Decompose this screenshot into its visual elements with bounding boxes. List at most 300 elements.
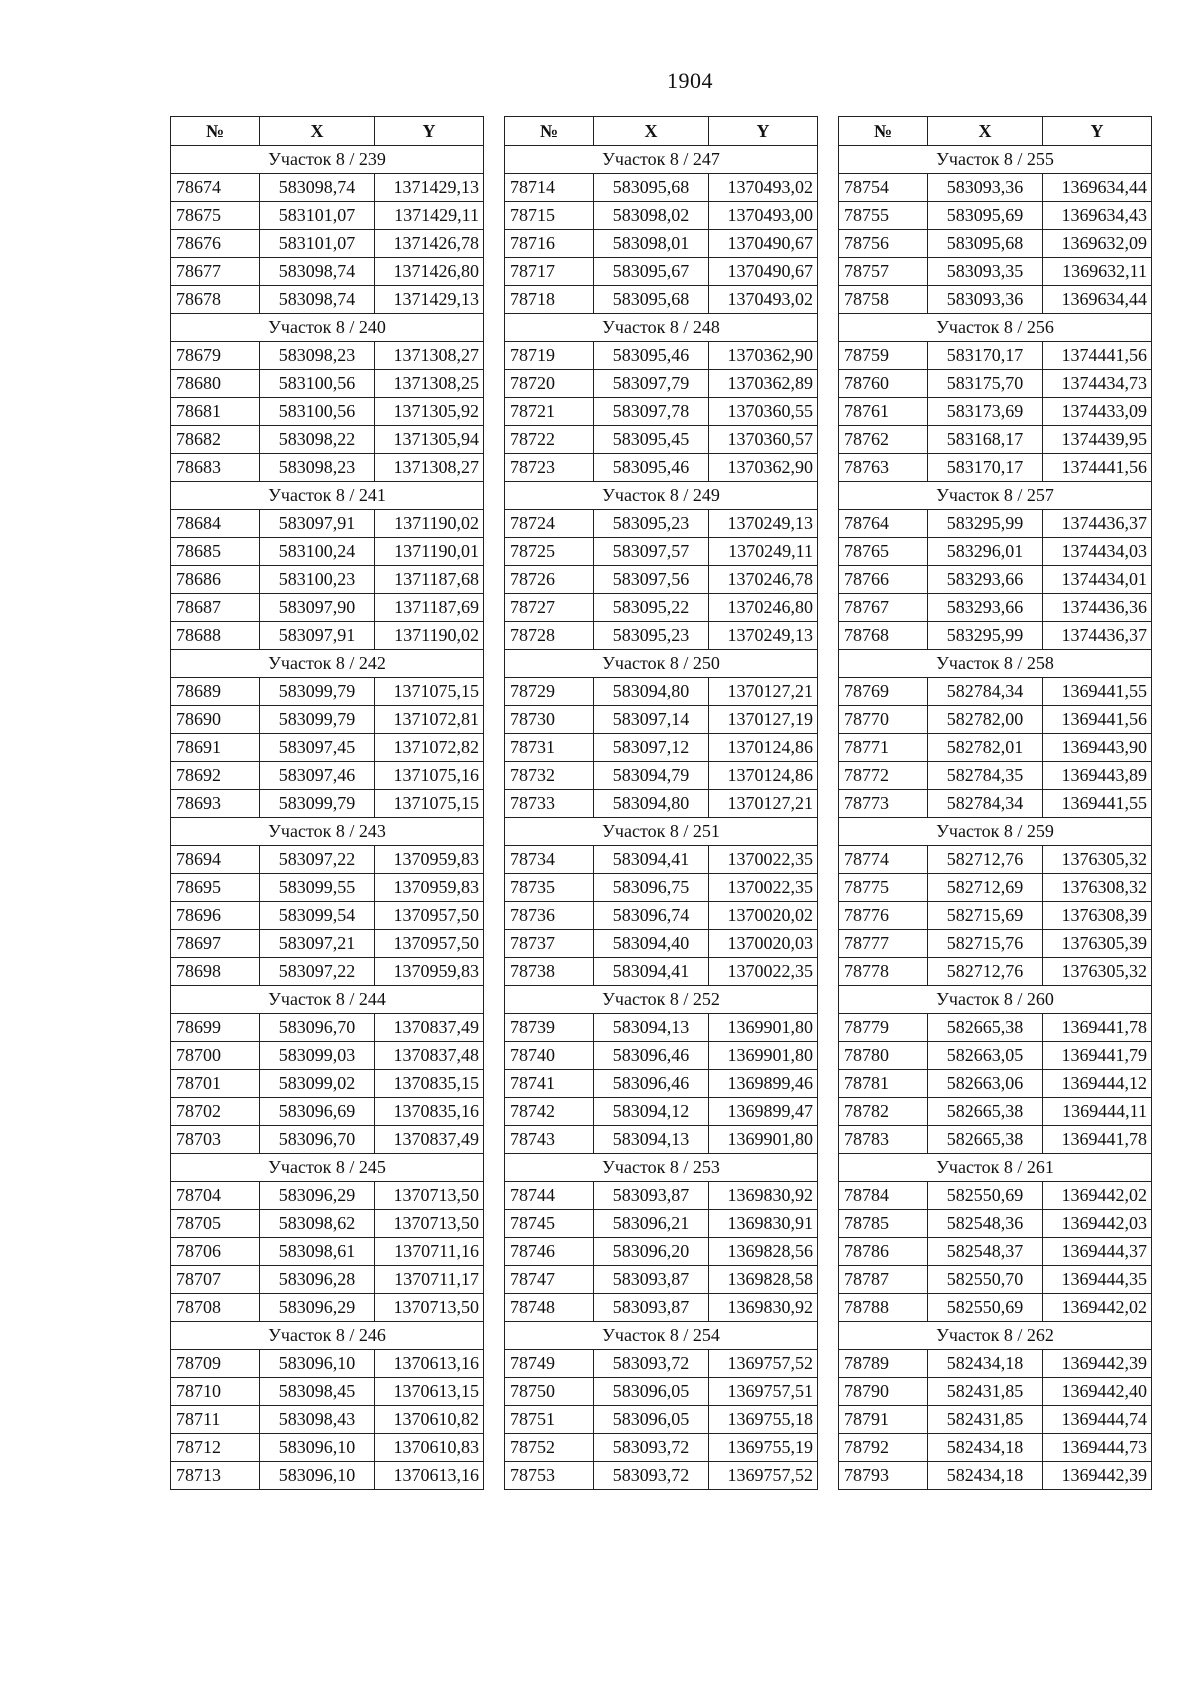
point-number-cell: 78717 (505, 258, 594, 286)
table-row (839, 1126, 1152, 1154)
point-number-cell: 78733 (505, 790, 594, 818)
point-number-cell: 78699 (171, 1014, 260, 1042)
y-coordinate-cell: 1369830,92 (709, 1294, 818, 1322)
point-number-cell: 78773 (839, 790, 928, 818)
y-coordinate-cell: 1371190,01 (375, 538, 484, 566)
table-row (171, 370, 484, 398)
x-coordinate-cell: 582782,00 (928, 706, 1043, 734)
point-number-cell: 78756 (839, 230, 928, 258)
section-title: Участок 8 / 259 (839, 818, 1152, 846)
x-coordinate-cell: 582550,70 (928, 1266, 1043, 1294)
y-coordinate-cell: 1369634,44 (1043, 286, 1152, 314)
table-row (839, 1378, 1152, 1406)
x-coordinate-cell: 583095,46 (594, 342, 709, 370)
point-number-cell: 78689 (171, 678, 260, 706)
y-coordinate-cell: 1370957,50 (375, 930, 484, 958)
x-coordinate-cell: 582663,06 (928, 1070, 1043, 1098)
x-coordinate-cell: 583095,23 (594, 622, 709, 650)
y-coordinate-cell: 1370713,50 (375, 1294, 484, 1322)
x-coordinate-cell: 583094,79 (594, 762, 709, 790)
y-coordinate-cell: 1370837,48 (375, 1042, 484, 1070)
table-row (505, 1294, 818, 1322)
point-number-cell: 78681 (171, 398, 260, 426)
section-row (505, 650, 818, 678)
x-coordinate-cell: 583098,74 (260, 286, 375, 314)
point-number-cell: 78704 (171, 1182, 260, 1210)
y-coordinate-cell: 1369442,39 (1043, 1350, 1152, 1378)
x-coordinate-cell: 583097,22 (260, 958, 375, 986)
table-row (505, 1210, 818, 1238)
point-number-cell: 78784 (839, 1182, 928, 1210)
y-coordinate-cell: 1374433,09 (1043, 398, 1152, 426)
section-title: Участок 8 / 244 (171, 986, 484, 1014)
point-number-cell: 78738 (505, 958, 594, 986)
x-coordinate-cell: 583093,87 (594, 1294, 709, 1322)
x-coordinate-cell: 582665,38 (928, 1014, 1043, 1042)
x-coordinate-cell: 583095,67 (594, 258, 709, 286)
y-coordinate-cell: 1370613,16 (375, 1462, 484, 1490)
point-number-cell: 78691 (171, 734, 260, 762)
section-row (505, 1322, 818, 1350)
point-number-cell: 78761 (839, 398, 928, 426)
coordinate-table-3 (838, 116, 1152, 1490)
point-number-cell: 78705 (171, 1210, 260, 1238)
point-number-cell: 78695 (171, 874, 260, 902)
table-row (839, 1266, 1152, 1294)
point-number-cell: 78727 (505, 594, 594, 622)
x-coordinate-cell: 583100,23 (260, 566, 375, 594)
table-row (171, 902, 484, 930)
table-row (839, 958, 1152, 986)
table-row (839, 1238, 1152, 1266)
table-row (171, 678, 484, 706)
point-number-cell: 78764 (839, 510, 928, 538)
table-row (839, 538, 1152, 566)
point-number-cell: 78765 (839, 538, 928, 566)
point-number-cell: 78786 (839, 1238, 928, 1266)
point-number-cell: 78779 (839, 1014, 928, 1042)
table-row (505, 1462, 818, 1490)
point-number-cell: 78684 (171, 510, 260, 538)
y-coordinate-cell: 1370959,83 (375, 846, 484, 874)
x-coordinate-cell: 583175,70 (928, 370, 1043, 398)
point-number-cell: 78675 (171, 202, 260, 230)
point-number-cell: 78719 (505, 342, 594, 370)
table-row (171, 1182, 484, 1210)
table-row (505, 1126, 818, 1154)
y-coordinate-cell: 1370490,67 (709, 258, 818, 286)
table-row (839, 762, 1152, 790)
table-row (839, 342, 1152, 370)
table-row (839, 202, 1152, 230)
table-row (505, 1378, 818, 1406)
point-number-cell: 78708 (171, 1294, 260, 1322)
x-coordinate-cell: 583101,07 (260, 202, 375, 230)
point-number-cell: 78767 (839, 594, 928, 622)
table-row (839, 1294, 1152, 1322)
point-number-cell: 78712 (171, 1434, 260, 1462)
section-row (505, 818, 818, 846)
table-row (171, 1350, 484, 1378)
point-number-cell: 78696 (171, 902, 260, 930)
table-row (505, 174, 818, 202)
table-row (171, 790, 484, 818)
section-title: Участок 8 / 242 (171, 650, 484, 678)
point-number-cell: 78706 (171, 1238, 260, 1266)
y-coordinate-cell: 1370360,57 (709, 426, 818, 454)
x-coordinate-cell: 583097,78 (594, 398, 709, 426)
y-coordinate-cell: 1371426,78 (375, 230, 484, 258)
y-coordinate-cell: 1371190,02 (375, 510, 484, 538)
y-coordinate-cell: 1369443,89 (1043, 762, 1152, 790)
point-number-cell: 78763 (839, 454, 928, 482)
y-coordinate-cell: 1369755,19 (709, 1434, 818, 1462)
table-row (839, 622, 1152, 650)
y-coordinate-cell: 1370127,21 (709, 678, 818, 706)
y-coordinate-cell: 1374441,56 (1043, 342, 1152, 370)
table-row (171, 846, 484, 874)
y-coordinate-cell: 1370713,50 (375, 1182, 484, 1210)
y-coordinate-cell: 1374434,01 (1043, 566, 1152, 594)
y-coordinate-cell: 1376308,39 (1043, 902, 1152, 930)
x-coordinate-cell: 582712,76 (928, 958, 1043, 986)
table-row (171, 1434, 484, 1462)
x-coordinate-cell: 583093,72 (594, 1434, 709, 1462)
table-row (171, 762, 484, 790)
header-x: X (594, 117, 709, 146)
point-number-cell: 78793 (839, 1462, 928, 1490)
table-row (171, 622, 484, 650)
x-coordinate-cell: 582782,01 (928, 734, 1043, 762)
table-row (839, 1462, 1152, 1490)
table-row (839, 1406, 1152, 1434)
point-number-cell: 78732 (505, 762, 594, 790)
section-title: Участок 8 / 246 (171, 1322, 484, 1350)
section-row (171, 1154, 484, 1182)
table-row (171, 286, 484, 314)
y-coordinate-cell: 1371308,27 (375, 454, 484, 482)
y-coordinate-cell: 1369441,78 (1043, 1014, 1152, 1042)
point-number-cell: 78730 (505, 706, 594, 734)
x-coordinate-cell: 583096,46 (594, 1042, 709, 1070)
table-row (171, 930, 484, 958)
y-coordinate-cell: 1370713,50 (375, 1210, 484, 1238)
x-coordinate-cell: 583096,21 (594, 1210, 709, 1238)
y-coordinate-cell: 1370362,90 (709, 454, 818, 482)
point-number-cell: 78777 (839, 930, 928, 958)
section-title: Участок 8 / 257 (839, 482, 1152, 510)
x-coordinate-cell: 582548,37 (928, 1238, 1043, 1266)
y-coordinate-cell: 1369901,80 (709, 1126, 818, 1154)
table-row (505, 1014, 818, 1042)
point-number-cell: 78780 (839, 1042, 928, 1070)
point-number-cell: 78716 (505, 230, 594, 258)
x-coordinate-cell: 583097,90 (260, 594, 375, 622)
table-row (839, 1434, 1152, 1462)
x-coordinate-cell: 582712,69 (928, 874, 1043, 902)
point-number-cell: 78722 (505, 426, 594, 454)
point-number-cell: 78736 (505, 902, 594, 930)
y-coordinate-cell: 1370246,80 (709, 594, 818, 622)
point-number-cell: 78768 (839, 622, 928, 650)
table-row (505, 1406, 818, 1434)
table-row (171, 566, 484, 594)
y-coordinate-cell: 1374436,36 (1043, 594, 1152, 622)
table-row (505, 734, 818, 762)
section-title: Участок 8 / 243 (171, 818, 484, 846)
section-title: Участок 8 / 239 (171, 146, 484, 174)
y-coordinate-cell: 1371187,69 (375, 594, 484, 622)
x-coordinate-cell: 582665,38 (928, 1098, 1043, 1126)
point-number-cell: 78715 (505, 202, 594, 230)
x-coordinate-cell: 583094,41 (594, 846, 709, 874)
x-coordinate-cell: 583096,10 (260, 1434, 375, 1462)
x-coordinate-cell: 583094,12 (594, 1098, 709, 1126)
table-row (505, 426, 818, 454)
table-row (839, 1182, 1152, 1210)
y-coordinate-cell: 1371190,02 (375, 622, 484, 650)
table-row (505, 566, 818, 594)
y-coordinate-cell: 1371075,16 (375, 762, 484, 790)
y-coordinate-cell: 1370957,50 (375, 902, 484, 930)
table-row (839, 1014, 1152, 1042)
point-number-cell: 78747 (505, 1266, 594, 1294)
x-coordinate-cell: 583095,68 (594, 286, 709, 314)
point-number-cell: 78778 (839, 958, 928, 986)
y-coordinate-cell: 1370613,16 (375, 1350, 484, 1378)
x-coordinate-cell: 583098,23 (260, 454, 375, 482)
section-row (171, 482, 484, 510)
table-row (839, 398, 1152, 426)
x-coordinate-cell: 583097,14 (594, 706, 709, 734)
table-row (171, 734, 484, 762)
x-coordinate-cell: 583096,05 (594, 1406, 709, 1434)
y-coordinate-cell: 1369444,11 (1043, 1098, 1152, 1126)
section-row (505, 1154, 818, 1182)
x-coordinate-cell: 582434,18 (928, 1434, 1043, 1462)
table-row (171, 1266, 484, 1294)
table-row (839, 174, 1152, 202)
x-coordinate-cell: 583098,22 (260, 426, 375, 454)
point-number-cell: 78770 (839, 706, 928, 734)
x-coordinate-cell: 583095,68 (928, 230, 1043, 258)
section-row (171, 146, 484, 174)
x-coordinate-cell: 583096,46 (594, 1070, 709, 1098)
table-row (171, 426, 484, 454)
point-number-cell: 78725 (505, 538, 594, 566)
point-number-cell: 78743 (505, 1126, 594, 1154)
y-coordinate-cell: 1370249,11 (709, 538, 818, 566)
x-coordinate-cell: 583096,10 (260, 1350, 375, 1378)
table-row (505, 286, 818, 314)
y-coordinate-cell: 1369828,56 (709, 1238, 818, 1266)
table-row (839, 566, 1152, 594)
y-coordinate-cell: 1371305,94 (375, 426, 484, 454)
y-coordinate-cell: 1371072,81 (375, 706, 484, 734)
y-coordinate-cell: 1370022,35 (709, 958, 818, 986)
point-number-cell: 78682 (171, 426, 260, 454)
y-coordinate-cell: 1369901,80 (709, 1014, 818, 1042)
x-coordinate-cell: 583096,69 (260, 1098, 375, 1126)
table-row (505, 762, 818, 790)
section-row (505, 314, 818, 342)
page-number: 1904 (667, 68, 713, 93)
y-coordinate-cell: 1369757,51 (709, 1378, 818, 1406)
header-row (839, 117, 1152, 146)
section-title: Участок 8 / 245 (171, 1154, 484, 1182)
y-coordinate-cell: 1369444,74 (1043, 1406, 1152, 1434)
x-coordinate-cell: 583296,01 (928, 538, 1043, 566)
table-row (171, 1210, 484, 1238)
y-coordinate-cell: 1371426,80 (375, 258, 484, 286)
table-row (505, 510, 818, 538)
y-coordinate-cell: 1369441,56 (1043, 706, 1152, 734)
y-coordinate-cell: 1369441,79 (1043, 1042, 1152, 1070)
x-coordinate-cell: 583096,28 (260, 1266, 375, 1294)
y-coordinate-cell: 1370610,82 (375, 1406, 484, 1434)
y-coordinate-cell: 1369441,55 (1043, 678, 1152, 706)
y-coordinate-cell: 1370610,83 (375, 1434, 484, 1462)
section-row (839, 146, 1152, 174)
y-coordinate-cell: 1369442,02 (1043, 1182, 1152, 1210)
x-coordinate-cell: 583093,72 (594, 1350, 709, 1378)
table-row (505, 1182, 818, 1210)
x-coordinate-cell: 583168,17 (928, 426, 1043, 454)
table-row (171, 1294, 484, 1322)
table-row (505, 1042, 818, 1070)
point-number-cell: 78687 (171, 594, 260, 622)
x-coordinate-cell: 582550,69 (928, 1294, 1043, 1322)
point-number-cell: 78735 (505, 874, 594, 902)
x-coordinate-cell: 582548,36 (928, 1210, 1043, 1238)
section-title: Участок 8 / 262 (839, 1322, 1152, 1350)
x-coordinate-cell: 583093,36 (928, 286, 1043, 314)
point-number-cell: 78737 (505, 930, 594, 958)
x-coordinate-cell: 583093,36 (928, 174, 1043, 202)
x-coordinate-cell: 583094,13 (594, 1014, 709, 1042)
point-number-cell: 78724 (505, 510, 594, 538)
x-coordinate-cell: 583101,07 (260, 230, 375, 258)
x-coordinate-cell: 583097,91 (260, 622, 375, 650)
x-coordinate-cell: 583096,75 (594, 874, 709, 902)
header-row (171, 117, 484, 146)
point-number-cell: 78686 (171, 566, 260, 594)
table-row (505, 370, 818, 398)
y-coordinate-cell: 1370959,83 (375, 874, 484, 902)
x-coordinate-cell: 583099,54 (260, 902, 375, 930)
point-number-cell: 78757 (839, 258, 928, 286)
y-coordinate-cell: 1370360,55 (709, 398, 818, 426)
y-coordinate-cell: 1370127,21 (709, 790, 818, 818)
section-row (839, 650, 1152, 678)
y-coordinate-cell: 1374436,37 (1043, 510, 1152, 538)
section-row (171, 650, 484, 678)
point-number-cell: 78759 (839, 342, 928, 370)
x-coordinate-cell: 583095,69 (928, 202, 1043, 230)
point-number-cell: 78711 (171, 1406, 260, 1434)
x-coordinate-cell: 583097,22 (260, 846, 375, 874)
x-coordinate-cell: 582550,69 (928, 1182, 1043, 1210)
y-coordinate-cell: 1376305,32 (1043, 958, 1152, 986)
section-row (505, 146, 818, 174)
table-row (171, 706, 484, 734)
section-title: Участок 8 / 256 (839, 314, 1152, 342)
y-coordinate-cell: 1371429,13 (375, 174, 484, 202)
table-row (505, 594, 818, 622)
table-row (171, 1462, 484, 1490)
table-row (505, 958, 818, 986)
table-row (171, 230, 484, 258)
point-number-cell: 78693 (171, 790, 260, 818)
x-coordinate-cell: 583099,02 (260, 1070, 375, 1098)
point-number-cell: 78700 (171, 1042, 260, 1070)
x-coordinate-cell: 583094,41 (594, 958, 709, 986)
y-coordinate-cell: 1369444,73 (1043, 1434, 1152, 1462)
table-row (171, 958, 484, 986)
x-coordinate-cell: 583098,74 (260, 174, 375, 202)
y-coordinate-cell: 1370711,16 (375, 1238, 484, 1266)
section-row (171, 314, 484, 342)
table-row (171, 1378, 484, 1406)
table-row (839, 846, 1152, 874)
y-coordinate-cell: 1369634,43 (1043, 202, 1152, 230)
x-coordinate-cell: 583099,79 (260, 790, 375, 818)
section-row (171, 986, 484, 1014)
table-row (839, 454, 1152, 482)
point-number-cell: 78775 (839, 874, 928, 902)
header-row (505, 117, 818, 146)
x-coordinate-cell: 583096,05 (594, 1378, 709, 1406)
y-coordinate-cell: 1369634,44 (1043, 174, 1152, 202)
x-coordinate-cell: 583096,70 (260, 1126, 375, 1154)
point-number-cell: 78758 (839, 286, 928, 314)
x-coordinate-cell: 583293,66 (928, 594, 1043, 622)
y-coordinate-cell: 1370837,49 (375, 1014, 484, 1042)
table-row (505, 454, 818, 482)
table-row (839, 790, 1152, 818)
point-number-cell: 78745 (505, 1210, 594, 1238)
point-number-cell: 78721 (505, 398, 594, 426)
x-coordinate-cell: 582784,34 (928, 790, 1043, 818)
point-number-cell: 78676 (171, 230, 260, 258)
point-number-cell: 78790 (839, 1378, 928, 1406)
y-coordinate-cell: 1369757,52 (709, 1350, 818, 1378)
point-number-cell: 78692 (171, 762, 260, 790)
table-row (839, 930, 1152, 958)
y-coordinate-cell: 1370246,78 (709, 566, 818, 594)
point-number-cell: 78781 (839, 1070, 928, 1098)
table-row (171, 1098, 484, 1126)
section-title: Участок 8 / 253 (505, 1154, 818, 1182)
point-number-cell: 78776 (839, 902, 928, 930)
x-coordinate-cell: 583096,10 (260, 1462, 375, 1490)
x-coordinate-cell: 583094,80 (594, 790, 709, 818)
section-title: Участок 8 / 250 (505, 650, 818, 678)
table-row (839, 902, 1152, 930)
point-number-cell: 78766 (839, 566, 928, 594)
point-number-cell: 78771 (839, 734, 928, 762)
point-number-cell: 78748 (505, 1294, 594, 1322)
y-coordinate-cell: 1369757,52 (709, 1462, 818, 1490)
y-coordinate-cell: 1376308,32 (1043, 874, 1152, 902)
table-row (839, 426, 1152, 454)
y-coordinate-cell: 1370362,89 (709, 370, 818, 398)
point-number-cell: 78789 (839, 1350, 928, 1378)
point-number-cell: 78772 (839, 762, 928, 790)
section-title: Участок 8 / 248 (505, 314, 818, 342)
table-row (505, 202, 818, 230)
y-coordinate-cell: 1370613,15 (375, 1378, 484, 1406)
